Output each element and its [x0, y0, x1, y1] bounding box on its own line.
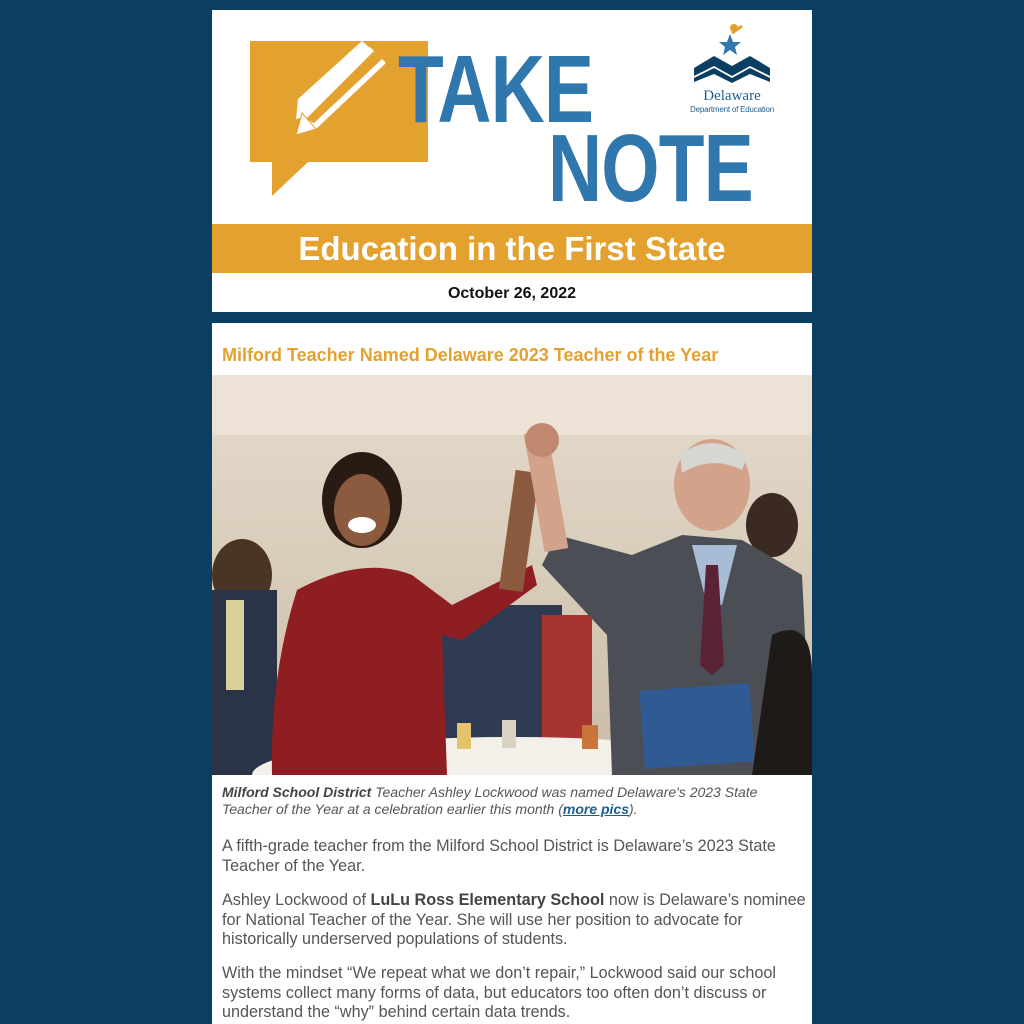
article-photo[interactable] — [212, 375, 812, 775]
logo-subtitle: Department of Education — [690, 105, 774, 114]
more-pics-link[interactable]: more pics — [562, 801, 630, 817]
title-take: TAKE — [398, 36, 594, 143]
school-name: LuLu Ross Elementary School — [370, 891, 605, 909]
title-note: NOTE — [548, 115, 753, 222]
issue-date: October 26, 2022 — [447, 285, 577, 302]
photo-caption — [222, 784, 802, 818]
caption-end: ). — [629, 801, 638, 817]
paragraph-1: A fifth-grade teacher from the Milford School District is Delaware’s 2023 State Teacher of the Year. — [222, 837, 776, 875]
paragraph-2-start: Ashley Lockwood of — [222, 891, 371, 909]
caption-district: Milford School District — [222, 784, 372, 800]
tagline-banner: Education in the First State — [212, 224, 812, 273]
logo-wordmark: Delaware — [703, 88, 761, 104]
caption-text: Teacher Ashley Lockwood was named Delaware's 2023 State Teacher of the Year at a celebration earlier this month ( — [222, 784, 758, 817]
article-card — [212, 323, 812, 1024]
masthead — [212, 10, 812, 224]
celebration-photo — [212, 375, 812, 775]
paragraph-3: With the mindset “We repeat what we don’t repair,” Lockwood said our school systems collect many forms of data, but educators too often don’t discuss or understand the “why” behind certain data trends. — [222, 964, 776, 1021]
paragraph-2-end: now is Delaware’s nominee for National Teacher of the Year. She will use her position to advocate for historically underserved populations of students. — [222, 891, 806, 948]
paragraph-2 — [222, 891, 806, 950]
delaware-doe-logo — [680, 20, 784, 116]
book-star-icon — [680, 20, 784, 86]
article-headline[interactable]: Milford Teacher Named Delaware 2023 Teacher of the Year — [222, 345, 719, 365]
newsletter-header — [212, 10, 812, 312]
